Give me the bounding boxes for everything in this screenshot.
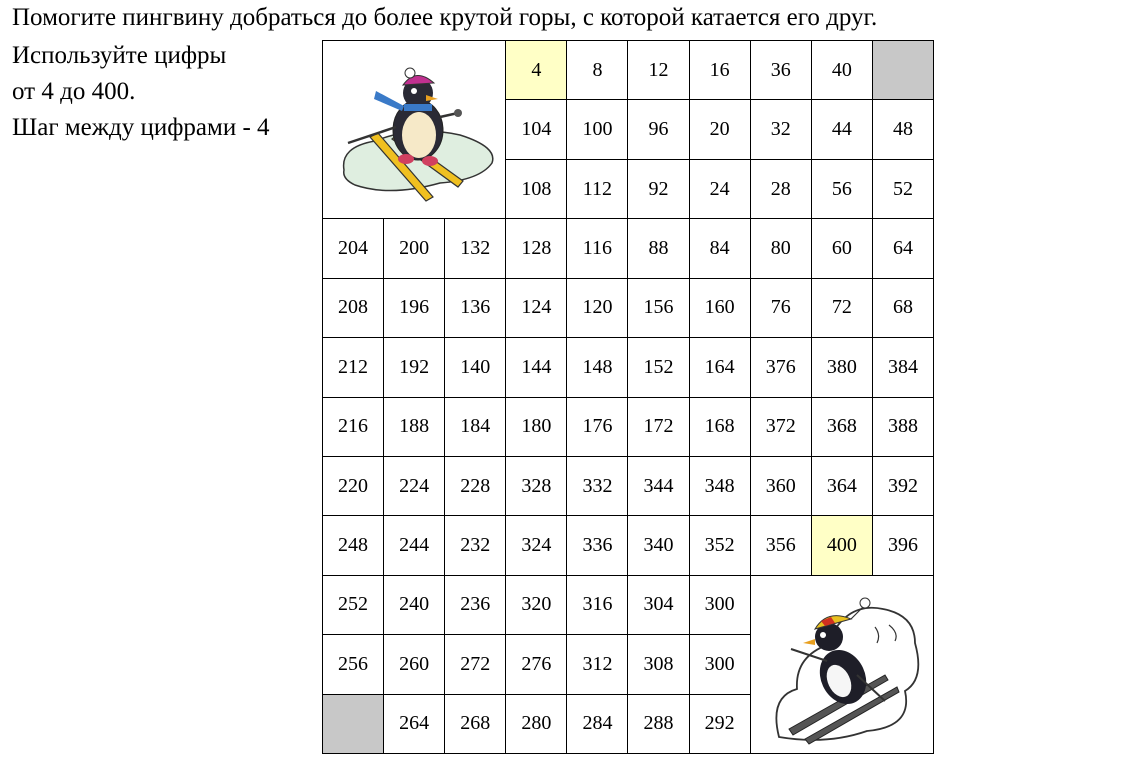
instruction-line: Используйте цифры (12, 42, 227, 69)
maze-cell[interactable]: 64 (873, 219, 933, 277)
maze-cell[interactable]: 168 (690, 398, 750, 456)
maze-cell[interactable]: 212 (323, 338, 383, 396)
maze-cell[interactable]: 52 (873, 160, 933, 218)
maze-cell[interactable]: 108 (506, 160, 566, 218)
maze-cell[interactable]: 376 (751, 338, 811, 396)
maze-cell[interactable]: 192 (384, 338, 444, 396)
maze-cell[interactable]: 332 (567, 457, 627, 515)
maze-cell[interactable]: 228 (445, 457, 505, 515)
maze-cell[interactable]: 292 (690, 695, 750, 753)
maze-cell[interactable]: 300 (690, 576, 750, 634)
maze-cell[interactable]: 384 (873, 338, 933, 396)
maze-cell[interactable]: 244 (384, 516, 444, 574)
maze-cell[interactable]: 240 (384, 576, 444, 634)
maze-cell[interactable]: 312 (567, 635, 627, 693)
maze-cell[interactable]: 276 (506, 635, 566, 693)
start-cell[interactable]: 4 (506, 41, 566, 99)
maze-cell[interactable]: 128 (506, 219, 566, 277)
instructions (12, 38, 270, 146)
maze-cell[interactable]: 132 (445, 219, 505, 277)
maze-cell[interactable]: 68 (873, 279, 933, 337)
maze-cell[interactable]: 340 (628, 516, 688, 574)
maze-cell[interactable]: 148 (567, 338, 627, 396)
maze-cell[interactable]: 116 (567, 219, 627, 277)
maze-cell[interactable]: 48 (873, 100, 933, 158)
maze-cell[interactable]: 144 (506, 338, 566, 396)
maze-cell[interactable]: 20 (690, 100, 750, 158)
maze-cell[interactable]: 236 (445, 576, 505, 634)
maze-cell[interactable]: 336 (567, 516, 627, 574)
maze-cell[interactable]: 40 (812, 41, 872, 99)
maze-cell[interactable]: 32 (751, 100, 811, 158)
maze-cell[interactable]: 60 (812, 219, 872, 277)
maze-cell[interactable]: 252 (323, 576, 383, 634)
maze-cell[interactable]: 160 (690, 279, 750, 337)
maze-cell[interactable]: 348 (690, 457, 750, 515)
maze-cell[interactable]: 88 (628, 219, 688, 277)
maze-cell[interactable]: 92 (628, 160, 688, 218)
instruction-line: Шаг между цифрами - 4 (12, 114, 270, 141)
finish-cell[interactable]: 400 (812, 516, 872, 574)
maze-cell[interactable]: 368 (812, 398, 872, 456)
maze-cell[interactable]: 396 (873, 516, 933, 574)
maze-cell[interactable]: 136 (445, 279, 505, 337)
maze-cell[interactable]: 392 (873, 457, 933, 515)
maze-cell[interactable]: 204 (323, 219, 383, 277)
maze-cell[interactable]: 224 (384, 457, 444, 515)
maze-cell[interactable]: 124 (506, 279, 566, 337)
maze-cell[interactable]: 304 (628, 576, 688, 634)
maze-cell[interactable]: 300 (690, 635, 750, 693)
maze-cell[interactable]: 256 (323, 635, 383, 693)
maze-cell[interactable]: 44 (812, 100, 872, 158)
maze-cell[interactable]: 100 (567, 100, 627, 158)
maze-cell[interactable]: 280 (506, 695, 566, 753)
maze-grid (322, 40, 934, 754)
maze-cell[interactable]: 176 (567, 398, 627, 456)
maze-cell[interactable]: 80 (751, 219, 811, 277)
maze-cell[interactable]: 208 (323, 279, 383, 337)
maze-cell[interactable]: 152 (628, 338, 688, 396)
maze-cell[interactable]: 188 (384, 398, 444, 456)
maze-cell[interactable]: 272 (445, 635, 505, 693)
maze-cell[interactable]: 380 (812, 338, 872, 396)
maze-cell[interactable]: 324 (506, 516, 566, 574)
maze-cell[interactable]: 180 (506, 398, 566, 456)
maze-cell[interactable]: 316 (567, 576, 627, 634)
maze-cell[interactable]: 320 (506, 576, 566, 634)
maze-cell[interactable]: 356 (751, 516, 811, 574)
maze-cell[interactable]: 164 (690, 338, 750, 396)
maze-cell[interactable]: 352 (690, 516, 750, 574)
maze-cell[interactable]: 84 (690, 219, 750, 277)
maze-cell[interactable]: 372 (751, 398, 811, 456)
maze-cell[interactable]: 288 (628, 695, 688, 753)
instruction-line: от 4 до 400. (12, 78, 136, 105)
maze-cell[interactable]: 360 (751, 457, 811, 515)
maze-cell[interactable]: 388 (873, 398, 933, 456)
maze-cell[interactable]: 72 (812, 279, 872, 337)
maze-cell[interactable]: 284 (567, 695, 627, 753)
maze-cell[interactable]: 328 (506, 457, 566, 515)
maze-cell[interactable]: 16 (690, 41, 750, 99)
maze-cell[interactable]: 104 (506, 100, 566, 158)
maze-cell[interactable]: 344 (628, 457, 688, 515)
maze-cell[interactable]: 248 (323, 516, 383, 574)
blocked-cell[interactable] (323, 695, 383, 753)
blocked-cell[interactable] (873, 41, 933, 99)
maze-cell[interactable]: 28 (751, 160, 811, 218)
maze-cell[interactable]: 8 (567, 41, 627, 99)
maze-cell[interactable]: 24 (690, 160, 750, 218)
maze-cell[interactable]: 200 (384, 219, 444, 277)
penguin-friend-icon (757, 579, 927, 749)
maze-cell[interactable]: 12 (628, 41, 688, 99)
maze-cell[interactable]: 156 (628, 279, 688, 337)
maze-cell[interactable]: 76 (751, 279, 811, 337)
skiing-penguin-illustration (323, 41, 505, 218)
maze-cell[interactable]: 220 (323, 457, 383, 515)
maze-cell[interactable]: 216 (323, 398, 383, 456)
maze-cell[interactable]: 268 (445, 695, 505, 753)
maze-cell[interactable]: 196 (384, 279, 444, 337)
maze-cell[interactable]: 260 (384, 635, 444, 693)
page-title: Помогите пингвину добраться до более крутой горы, с которой катается его друг. (12, 4, 878, 31)
maze-cell[interactable]: 56 (812, 160, 872, 218)
friend-penguin-illustration (751, 576, 933, 753)
maze-cell[interactable]: 364 (812, 457, 872, 515)
maze-cell[interactable]: 36 (751, 41, 811, 99)
maze-cell[interactable]: 140 (445, 338, 505, 396)
maze-cell[interactable]: 308 (628, 635, 688, 693)
maze-cell[interactable]: 232 (445, 516, 505, 574)
maze-cell[interactable]: 96 (628, 100, 688, 158)
maze-cell[interactable]: 120 (567, 279, 627, 337)
maze-cell[interactable]: 264 (384, 695, 444, 753)
maze-cell[interactable]: 184 (445, 398, 505, 456)
maze-cell[interactable]: 172 (628, 398, 688, 456)
penguin-skier-icon (330, 55, 498, 205)
maze-cell[interactable]: 112 (567, 160, 627, 218)
